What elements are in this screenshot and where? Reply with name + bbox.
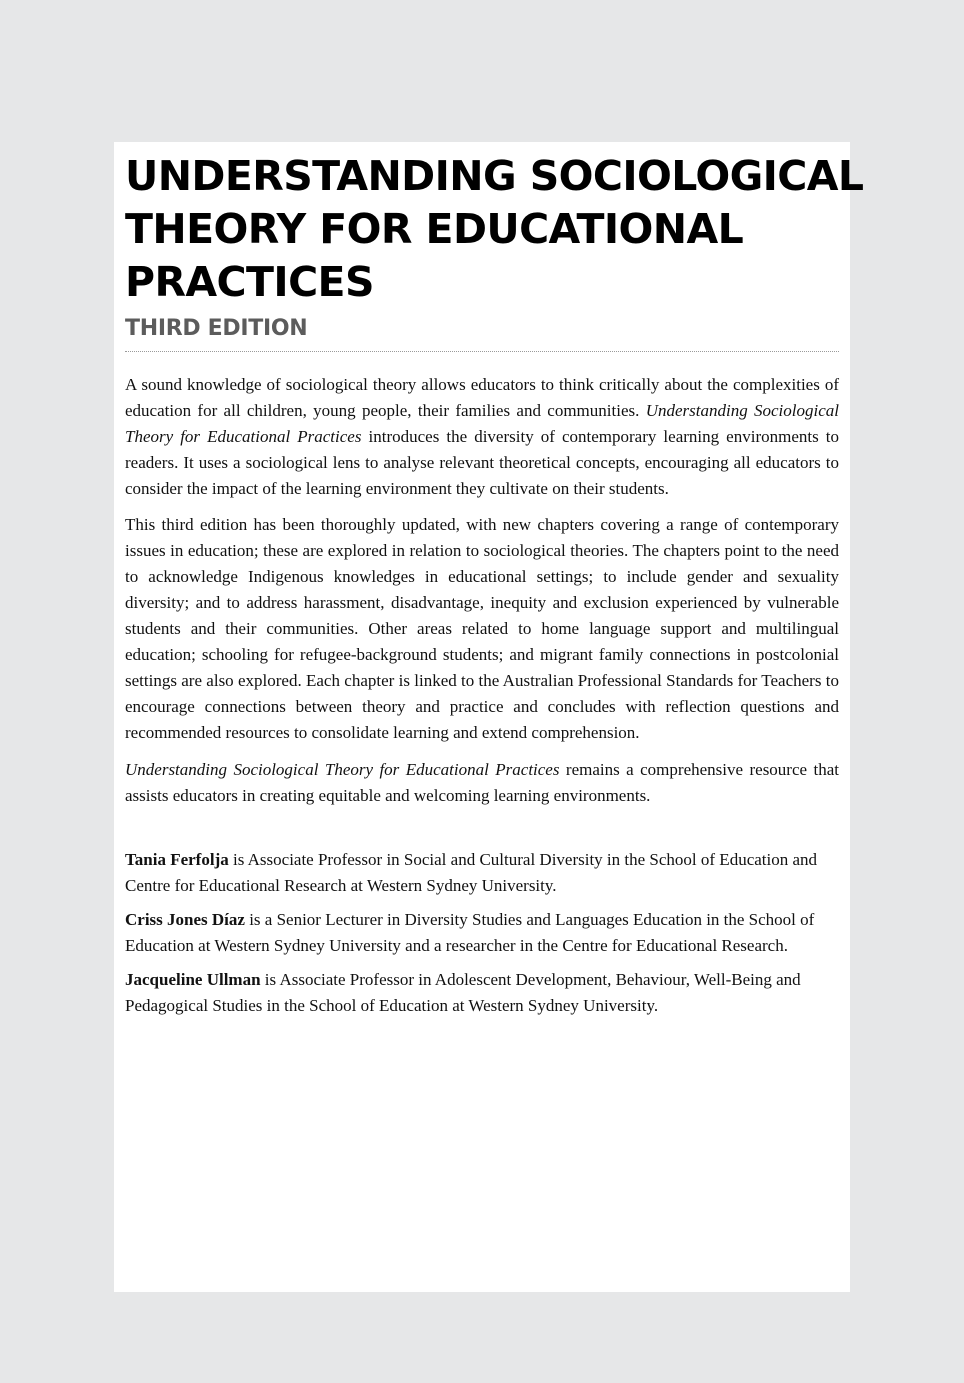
description-text: remains a comprehensive resource that assists educators in creating equitable and welcoming learning environments. <box>125 760 839 805</box>
description-paragraph-2: This third edition has been thoroughly updated, with new chapters covering a range of contemporary issues in education; these are explored in relation to sociological theories. The chapters point to the need to acknowledge Indigenous knowledges in educational settings; to include gender and sexuality diversity; and to address harassment, disadvantage, inequity and exclusion experienced by vulnerable students and their communities. Other areas related to home language support and multilingual education; schooling for refugee-background students; and migrant family connections in postcolonial settings are also explored. Each chapter is linked to the Australian Professional Standards for Teachers to encourage connections between theory and practice and concludes with reflection questions and recommended resources to consolidate learning and extend comprehension. <box>125 515 839 742</box>
dotted-divider <box>125 351 839 352</box>
author-bio-text: is a Senior Lecturer in Diversity Studies and Languages Education in the School of Education at Western Sydney University and a researcher in the Centre for Educational Research. <box>125 910 815 955</box>
edition-label: THIRD EDITION <box>125 316 308 341</box>
author-name: Jacqueline Ullman <box>125 970 261 989</box>
back-cover-content <box>125 150 864 1027</box>
description-paragraph-3 <box>125 757 839 809</box>
back-cover-page <box>114 142 864 1292</box>
author-bio-text: is Associate Professor in Adolescent Development, Behaviour, Well-Being and Pedagogical Studies in the School of Education at Western Sydney University. <box>125 970 801 1015</box>
description-text: A sound knowledge of sociological theory allows educators to think critically about the complexities of education for all children, young people, their families and communities. <box>125 375 839 420</box>
author-bio <box>125 967 839 1019</box>
book-title-line-1: UNDERSTANDING SOCIOLOGICAL <box>125 152 864 200</box>
author-bios <box>125 847 839 1019</box>
book-title-line-2: THEORY FOR EDUCATIONAL <box>125 205 744 253</box>
book-title-line-3: PRACTICES <box>125 258 374 306</box>
author-bio <box>125 907 839 959</box>
description-paragraph-1 <box>125 372 839 502</box>
description-text: introduces the diversity of contemporary learning environments to readers. It uses a sociological lens to analyse relevant theoretical concepts, encouraging all educators to consider the impact of the learning environment they cultivate on their students. <box>125 427 839 498</box>
author-name: Tania Ferfolja <box>125 850 229 869</box>
book-title-italic: Understanding Sociological Theory for Educational Practices <box>125 401 839 446</box>
book-title-italic: Understanding Sociological Theory for Educational Practices <box>125 760 560 779</box>
author-bio-text: is Associate Professor in Social and Cultural Diversity in the School of Education and Centre for Educational Research at Western Sydney University. <box>125 850 818 895</box>
author-name: Criss Jones Díaz <box>125 910 245 929</box>
author-bio <box>125 847 839 899</box>
book-title <box>125 150 864 309</box>
